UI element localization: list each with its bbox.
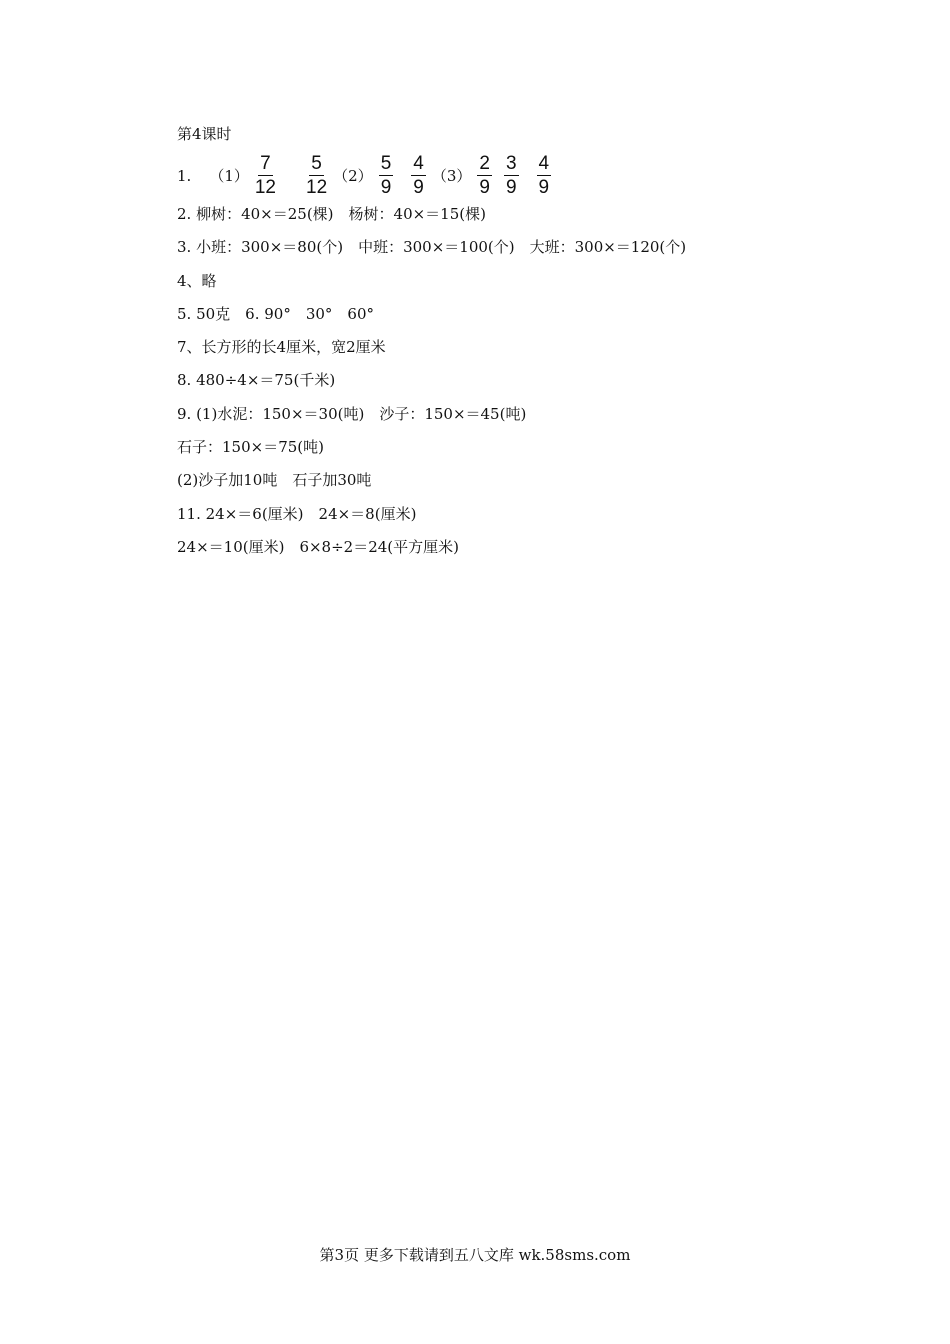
fraction-4-9-second [537, 154, 552, 198]
fraction-4-9 [411, 154, 426, 198]
fraction-denominator: 9 [538, 177, 550, 198]
fraction-numerator: 4 [413, 153, 424, 174]
part-3-label: （3） [431, 167, 472, 185]
fraction-2-9 [477, 154, 492, 198]
answer-line-9-1: 9. (1)水泥：150×＝30(吨) 沙子：150×＝45(吨) [177, 404, 527, 423]
fraction-5-12 [306, 154, 327, 198]
fraction-7-12 [255, 154, 276, 198]
answer-line-3: 3. 小班：300×＝80(个) 中班：300×＝100(个) 大班：300×＝120(个) [177, 238, 687, 257]
fraction-5-9 [379, 154, 394, 198]
fraction-denominator: 12 [306, 177, 328, 198]
fraction-numerator: 4 [538, 153, 550, 174]
answer-line-4: 4、略 [177, 271, 217, 290]
answer-line-9-2: (2)沙子加10吨 石子加30吨 [177, 471, 372, 490]
question-1-row [177, 154, 817, 198]
answer-line-2: 2. 柳树：40×＝25(棵) 杨树：40×＝15(棵) [177, 205, 486, 223]
fraction-numerator: 5 [311, 153, 322, 174]
answer-line-11-cont: 24×＝10(厘米) 6×8÷2＝24(平方厘米) [177, 537, 460, 556]
fraction-denominator: 9 [413, 177, 424, 198]
page-footer: 第3页 更多下载请到五八文库 wk.58sms.com [319, 1246, 631, 1264]
fraction-numerator: 2 [479, 153, 490, 174]
fraction-denominator: 9 [505, 177, 517, 198]
fraction-3-9 [504, 154, 519, 198]
part-1-label: （1） [209, 167, 249, 185]
answer-content [177, 124, 817, 570]
fraction-numerator: 7 [260, 153, 271, 174]
answer-line-5-6: 5. 50克 6. 90° 30° 60° [177, 304, 375, 323]
fraction-denominator: 12 [254, 177, 276, 198]
answer-line-11: 11. 24×＝6(厘米) 24×＝8(厘米) [177, 504, 417, 523]
answer-line-8: 8. 480÷4×＝75(千米) [177, 371, 336, 390]
fraction-denominator: 9 [479, 177, 490, 198]
fraction-numerator: 5 [380, 153, 392, 174]
lesson-title: 第4课时 [177, 125, 232, 143]
fraction-numerator: 3 [505, 153, 517, 174]
question-1-label: 1. [177, 167, 192, 185]
answer-line-9-stone: 石子：150×＝75(吨) [177, 438, 324, 457]
answer-line-7: 7、长方形的长4厘米，宽2厘米 [177, 338, 386, 357]
fraction-denominator: 9 [380, 177, 392, 198]
part-2-label: （2） [333, 167, 373, 185]
